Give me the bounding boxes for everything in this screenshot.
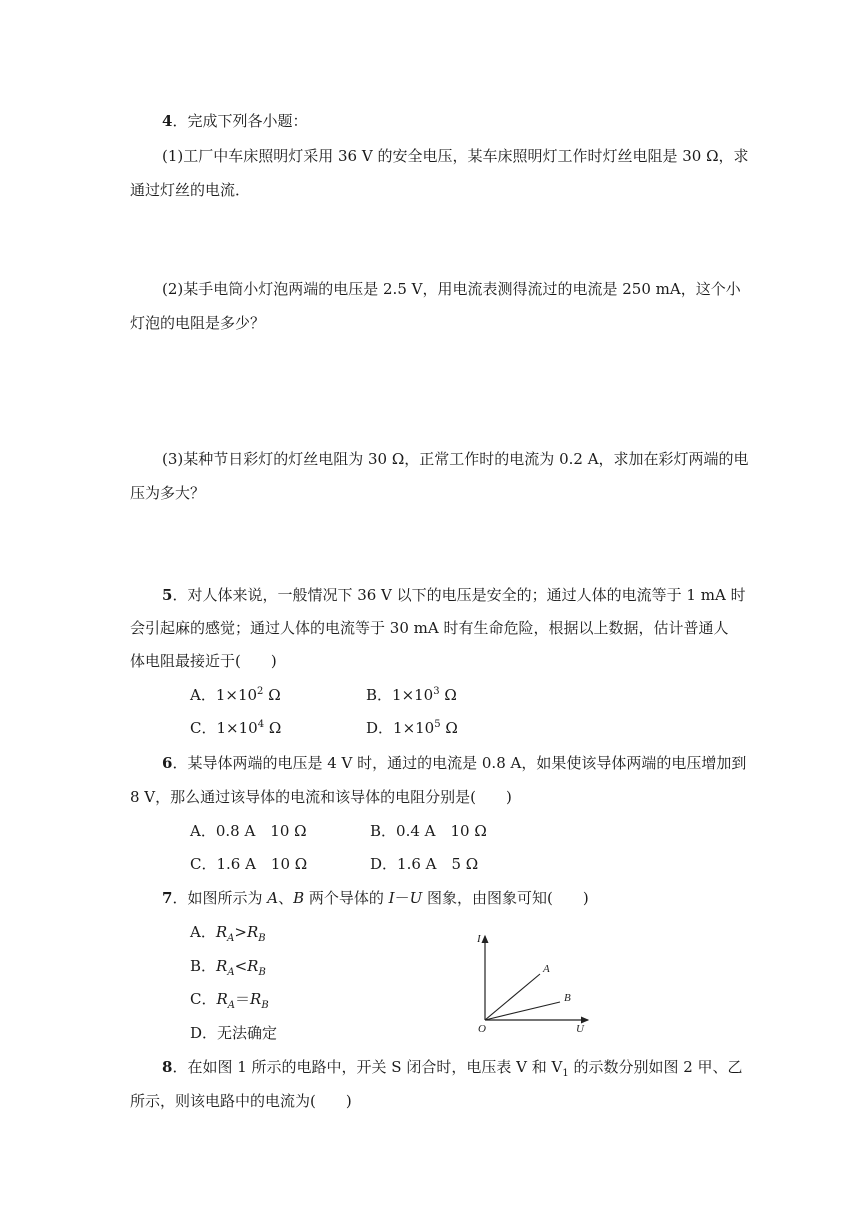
- q5-number: 5: [162, 586, 173, 604]
- x-axis-label: U: [576, 1023, 584, 1034]
- q4-part2-line2: 灯泡的电阻是多少？: [130, 314, 266, 332]
- line-b-label: B: [564, 992, 571, 1004]
- q7-option-c: C．$R_A=R_B$: [190, 990, 269, 1011]
- q6-option-d: D．1.6 A 5 Ω: [370, 855, 479, 873]
- q8-line1: 8．在如图 1 所示的电路中，开关 S 闭合时，电压表 V 和 $V_1$ 的示数分别如图 2 甲、乙: [162, 1058, 743, 1079]
- q5-option-c: C．$1\times 10^4$ Ω: [190, 719, 282, 737]
- q4-number: 4: [162, 112, 173, 130]
- q5-line3: 体电阻最接近于( ): [130, 652, 277, 670]
- q4-part1-line2: 通过灯丝的电流．: [130, 181, 251, 199]
- origin-label: O: [478, 1023, 486, 1034]
- q6-option-b: B．0.4 A 10 Ω: [370, 822, 487, 840]
- q4-part1-line1: (1)工厂中车床照明灯采用 36 V 的安全电压，某车床照明灯工作时灯丝电阻是 30 Ω，求: [162, 147, 749, 165]
- q4-stem: 4．完成下列各小题：: [162, 112, 308, 130]
- q8-line2: 所示，则该电路中的电流为( ): [130, 1092, 352, 1110]
- iu-graph: [470, 928, 600, 1034]
- q7-stem: 7．如图所示为 A、B 两个导体的 I－U 图象，由图象可知( ): [162, 889, 589, 907]
- q4-part2-line1: (2)某手电筒小灯泡两端的电压是 2.5 V，用电流表测得流过的电流是 250 mA，这个小: [162, 280, 741, 298]
- q6-line2: 8 V，那么通过该导体的电流和该导体的电阻分别是( ): [130, 788, 512, 806]
- q5-option-a: A．$1\times 10^2$ Ω: [190, 686, 281, 704]
- q6-option-a: A．0.8 A 10 Ω: [190, 822, 307, 840]
- q5-option-d: D．$1\times 10^5$ Ω: [366, 719, 458, 737]
- q7-option-a: A．$R_A>R_B$: [190, 923, 266, 944]
- y-axis-label: I: [477, 933, 481, 945]
- q5-line1: 5．对人体来说，一般情况下 36 V 以下的电压是安全的；通过人体的电流等于 1 mA 时: [162, 586, 746, 604]
- q6-line1: 6．某导体两端的电压是 4 V 时，通过的电流是 0.8 A，如果使该导体两端的电压增加到: [162, 754, 747, 772]
- q7-option-d: D．无法确定: [190, 1024, 278, 1042]
- q7-number: 7: [162, 889, 173, 907]
- line-a-label: A: [543, 963, 550, 975]
- q7-option-b: B．$R_A<R_B$: [190, 957, 266, 978]
- q6-option-c: C．1.6 A 10 Ω: [190, 855, 308, 873]
- q4-part3-line1: (3)某种节日彩灯的灯丝电阻为 30 Ω，正常工作时的电流为 0.2 A，求加在彩灯两端的电: [162, 450, 749, 468]
- q6-number: 6: [162, 754, 173, 772]
- q4-part3-line2: 压为多大？: [130, 484, 206, 502]
- q8-number: 8: [162, 1058, 173, 1076]
- q5-line2: 会引起麻的感觉；通过人体的电流等于 30 mA 时有生命危险，根据以上数据，估计普通人: [130, 619, 729, 637]
- q5-option-b: B．$1\times 10^3$ Ω: [366, 686, 457, 704]
